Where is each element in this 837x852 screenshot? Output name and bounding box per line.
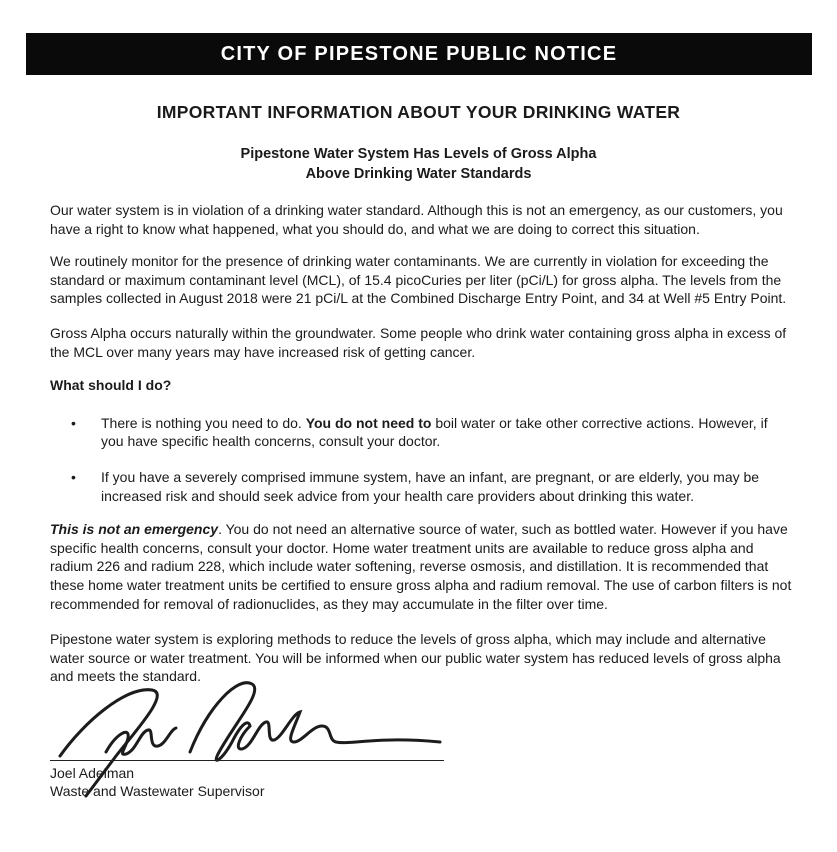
bullet-item-no-action [50,414,792,451]
not-emergency-emphasis: This is not an emergency [50,521,219,538]
bullet-text-no-action [101,414,792,451]
bullet1-bold-text: You do not need to [305,414,432,431]
sub-heading [0,145,837,184]
bullet-icon: • [71,468,76,485]
signature-image [42,684,462,824]
paragraph-monitoring: We routinely monitor for the presence of drinking water contaminants. We are currently in violation for exceeding the standard or maximum contaminant level (MCL), of 15.4 picoCuries per liter (pCi/L) for gross alpha. The levels from the samples collected in August 2018 were 21 pCi/L at the Combined Discharge Entry Point, and 34 at Well #5 Entry Point. [50,253,787,307]
signature-block [50,692,792,802]
banner-title: CITY OF PIPESTONE PUBLIC NOTICE [220,43,618,65]
bullet-item-immune-system [50,468,792,505]
paragraph-not-emergency [50,520,792,613]
bullet-icon: • [71,414,76,431]
paragraph-gross-alpha: Gross Alpha occurs naturally within the groundwater. Some people who drink water containing gross alpha in excess of the MCL over many years may have increased risk of getting cancer. [50,324,787,360]
notice-banner [26,33,812,75]
section-heading-what-should-i-do: What should I do? [50,377,172,394]
paragraph-next-steps: Pipestone water system is exploring methods to reduce the levels of gross alpha, which may include and alternative water source or water treatment. You will be informed when our public water system has reduced levels of gross alpha and meets the standard. [50,631,781,685]
signer-name: Joel Adelman [50,764,135,781]
signer-title: Waste and Wastewater Supervisor [50,782,265,799]
not-emergency-rest: . You do not need an alternative source of water, such as bottled water. However if you have specific health concerns, consult your doctor. Home water treatment units are available to reduce gross alpha and radium 226 and radium 228, which include water softening, reverse osmosis, and distillation. It is recommended that these home water treatment units be certified to ensure gross alpha and radium removal. The use of carbon filters is not recommended for removal of radionuclides, as they may accumulate in the filter over time. [50,521,792,612]
main-heading: IMPORTANT INFORMATION ABOUT YOUR DRINKING WATER [156,102,681,122]
sub-heading-line1: Pipestone Water System Has Levels of Gross Alpha [240,146,597,162]
sub-heading-line2: Above Drinking Water Standards [305,165,532,182]
paragraph-violation: Our water system is in violation of a drinking water standard. Although this is not an emergency, as our customers, you have a right to know what happened, what you should do, and what we are doing to correct this situation. [50,202,783,237]
signature-line [50,760,444,761]
bullet1-post-text: boil water or take other corrective actions. However, if you have specific health concerns, consult your doctor. [101,414,768,450]
bullet-text-immune-system: If you have a severely comprised immune system, have an infant, are pregnant, or are elderly, you may be increased risk and should seek advice from your health care providers about drinking this water. [101,468,760,504]
bullet1-pre-text: There is nothing you need to do. [101,414,306,431]
notice-body [0,201,837,802]
